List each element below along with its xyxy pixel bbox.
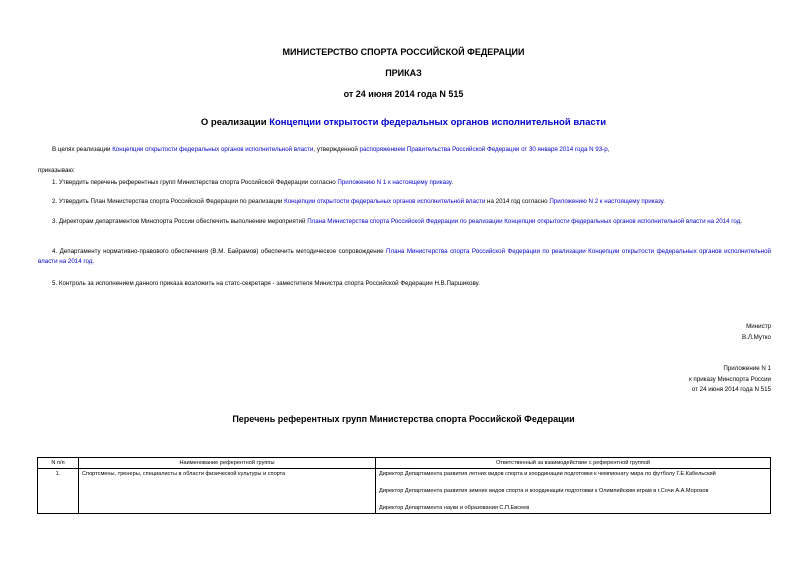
table-row: [38, 469, 771, 514]
responsible-entry: Директор Департамента науки и образования С.П.Евсеев: [379, 505, 530, 511]
item3-text: 3. Директорам департаментов Минспорта России обеспечить выполнение мероприятий: [52, 218, 308, 225]
intro-government-order-link[interactable]: распоряжением Правительства Российской Федерации от 30 января 2014 года N 93-р: [359, 146, 608, 153]
item4-plan-link[interactable]: Плана Министерства спорта Российской Федерации по реализации Концепции открытости федеральных органов исполнительной власти на 2014 год: [38, 248, 772, 265]
order-word: приказываю:: [38, 167, 75, 174]
title-concept-link[interactable]: Концепции открытости федеральных органов исполнительной власти: [269, 117, 607, 128]
row-responsible: [376, 469, 771, 514]
header-responsible: Ответственный за взаимодействие с референтной группой: [376, 458, 771, 469]
document-type: ПРИКАЗ: [385, 68, 422, 78]
appendix-label: Приложение N 1: [723, 365, 771, 372]
intro-concept-link[interactable]: Концепции открытости федеральных органов исполнительной власти: [112, 146, 314, 153]
item1-text: 1. Утвердить перечень референтных групп Министерства спорта Российской Федерации согласно: [52, 179, 338, 186]
intro-text-a: В целях реализации: [52, 146, 113, 153]
order-item-1: [38, 178, 771, 188]
signature-name: В.Л.Мутко: [742, 334, 771, 341]
item2-concept-link[interactable]: Концепции открытости федеральных органов исполнительной власти: [284, 198, 486, 205]
intro-text-b: , утвержденной: [313, 146, 360, 153]
item4-text: 4. Департаменту нормативно-правового обеспечения (В.М. Байрамов) обеспечить методическое сопровождение: [52, 248, 387, 255]
order-item-3: [38, 217, 771, 227]
document-date-number: от 24 июня 2014 года N 515: [343, 89, 464, 99]
row-group-name: Спортсмены, тренеры, специалисты в области физической культуры и спорта: [79, 469, 376, 514]
item4-end: .: [92, 258, 95, 265]
appendix-2-link[interactable]: Приложению N 2 к настоящему приказу: [549, 198, 664, 205]
reference-groups-table: [37, 457, 771, 514]
table-header-row: [38, 458, 771, 469]
header-group-name: Наименование референтной группы: [79, 458, 376, 469]
responsible-entry: Директор Департамента развития летних видов спорта и координации подготовки к чемпионату мира по футболу Г.Е.Кабельский: [379, 471, 716, 477]
item3-plan-link[interactable]: Плана Министерства спорта Российской Федерации по реализации Концепции открытости федеральных органов исполнительной власти на 2014 год: [307, 218, 741, 225]
appendix-1-link[interactable]: Приложению N 1 к настоящему приказу: [337, 179, 452, 186]
item2-end: .: [663, 198, 665, 205]
appendix-title: Перечень референтных групп Министерства спорта Российской Федерации: [232, 414, 575, 424]
item2-text-b: на 2014 год согласно: [485, 198, 550, 205]
intro-text-c: ,: [607, 146, 610, 153]
ministry-heading: МИНИСТЕРСТВО СПОРТА РОССИЙСКОЙ ФЕДЕРАЦИИ: [282, 47, 525, 57]
row-number: 1.: [38, 469, 79, 514]
title-prefix: О реализации: [200, 117, 270, 128]
order-item-5: 5. Контроль за исполнением данного приказа возложить на статс-секретаря - заместителя Министра спорта Российской Федерации Н.В.Паршикову.: [52, 280, 480, 287]
order-item-2: [38, 197, 771, 207]
appendix-date: от 24 июня 2014 года N 515: [691, 386, 771, 393]
appendix-ref: к приказу Минспорта России: [688, 376, 771, 383]
item1-end: .: [451, 179, 453, 186]
item3-end: .: [740, 218, 743, 225]
document-title: [0, 117, 807, 128]
header-number: N п/п: [38, 458, 79, 469]
responsible-entry: Директор Департамента развития зимних видов спорта и координации подготовки к Олимпийским играм в г.Сочи А.А.Морозов: [379, 488, 709, 494]
intro-paragraph: [38, 145, 771, 155]
signature-position: Министр: [746, 323, 771, 330]
item2-text-a: 2. Утвердить План Министерства спорта Российской Федерации по реализации: [52, 198, 285, 205]
order-item-4: [38, 247, 771, 267]
